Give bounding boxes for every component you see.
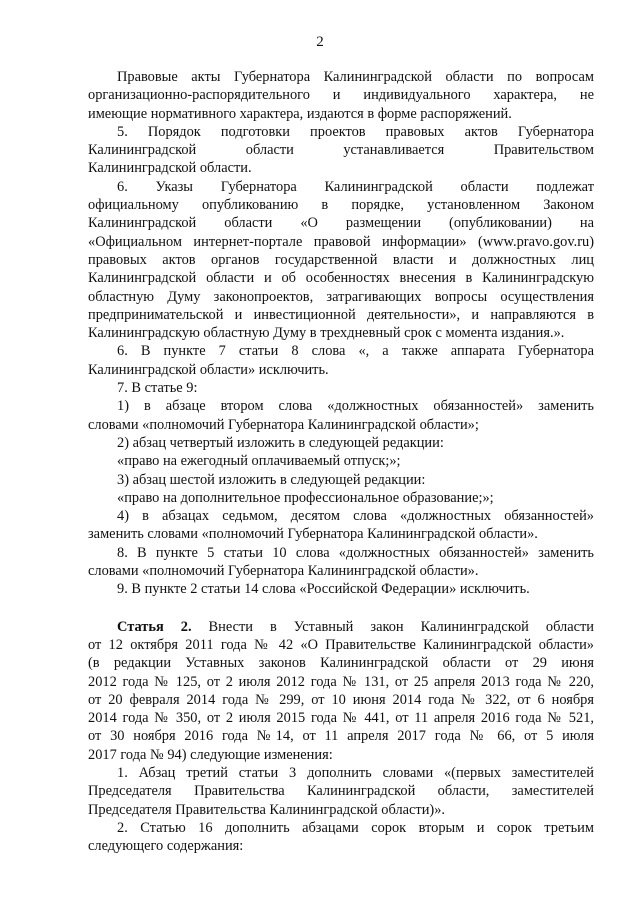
- text-line: [88, 727, 594, 745]
- text-line: [88, 434, 594, 452]
- text-line: [88, 379, 594, 397]
- text-line: [88, 214, 594, 232]
- text-line: [88, 233, 594, 251]
- line-text: от 12 октября 2011 года № 42 «О Правительстве Калининградской области»: [88, 636, 594, 653]
- text-line: [88, 306, 594, 324]
- text-line: [88, 507, 594, 525]
- line-text: Председателя Правительства Калининградской области)».: [88, 801, 445, 818]
- line-text: Калининградской области устанавливается Правительством: [88, 142, 594, 159]
- line-text: 2017 года № 94) следующие изменения:: [88, 746, 333, 763]
- text-line: [88, 746, 594, 764]
- line-text: 5. Порядок подготовки проектов правовых актов Губернатора: [117, 123, 594, 140]
- line-text: официальному опубликованию в порядке, установленном Законом: [88, 197, 594, 214]
- text-line: [88, 178, 594, 196]
- line-text: Калининградской области и об особенностях внесения в Калининградскую: [88, 270, 594, 287]
- line-text: правовых актов органов государственной власти и должностных лиц: [88, 251, 594, 268]
- line-text: 6. В пункте 7 статьи 8 слова «, а также аппарата Губернатора: [117, 343, 594, 360]
- line-text: (в редакции Уставных законов Калининградской области от 29 июня: [88, 655, 594, 672]
- line-text: заменить словами «полномочий Губернатора Калининградской области».: [88, 526, 538, 543]
- page-number: 2: [316, 34, 324, 50]
- text-line: [88, 416, 594, 434]
- text-line: [88, 342, 594, 360]
- line-text: 9. В пункте 2 статьи 14 слова «Российской Федерации» исключить.: [117, 581, 530, 598]
- text-line: [88, 397, 594, 415]
- text-line: [88, 525, 594, 543]
- text-line: [88, 764, 594, 782]
- line-text: Калининградской области» исключить.: [88, 361, 329, 378]
- text-line: [88, 159, 594, 177]
- text-line: [88, 654, 594, 672]
- line-text: Калининградской области «О размещении (опубликовании) на: [88, 215, 594, 232]
- text-line: [88, 324, 594, 342]
- text-line: [88, 691, 594, 709]
- line-text: «право на ежегодный оплачиваемый отпуск;»;: [117, 453, 401, 470]
- line-text: 1) в абзаце втором слова «должностных обязанностей» заменить: [117, 398, 594, 415]
- text-line: [88, 288, 594, 306]
- line-text: следующего содержания:: [88, 838, 244, 855]
- line-text: областную Думу законопроектов, затрагивающих вопросы осуществления: [88, 288, 594, 305]
- document-body: [88, 68, 594, 855]
- line-text: Калининградскую областную Думу в трехдневный срок с момента издания.».: [88, 325, 565, 342]
- text-line: [88, 837, 594, 855]
- line-text: предпринимательской и инвестиционной деятельности», и направляются в: [88, 306, 594, 323]
- line-text: «Официальном интернет-портале правовой информации» (www.pravo.gov.ru): [88, 233, 594, 250]
- text-line: [88, 251, 594, 269]
- text-line: [88, 819, 594, 837]
- text-line: [88, 673, 594, 691]
- line-text: Внести в Уставный закон Калининградской области: [191, 618, 594, 635]
- text-line: [88, 580, 594, 598]
- text-line: [88, 452, 594, 470]
- line-text: 3) абзац шестой изложить в следующей редакции:: [117, 471, 426, 488]
- text-line: [88, 269, 594, 287]
- line-text: 2014 года № 350, от 2 июля 2015 года № 441, от 11 апреля 2016 года № 521,: [88, 710, 594, 727]
- paragraph-gap: [88, 599, 594, 618]
- text-line: [88, 709, 594, 727]
- line-text: Калининградской области.: [88, 160, 252, 177]
- text-line: [88, 471, 594, 489]
- text-line: [88, 361, 594, 379]
- line-text: словами «полномочий Губернатора Калининградской области».: [88, 563, 479, 580]
- text-line: [88, 141, 594, 159]
- text-line: [88, 544, 594, 562]
- line-text: от 20 февраля 2014 года № 299, от 10 июня 2014 года № 322, от 6 ноября: [88, 691, 594, 708]
- line-text: 2) абзац четвертый изложить в следующей редакции:: [117, 434, 444, 451]
- text-line: [88, 196, 594, 214]
- text-line: [88, 68, 594, 86]
- text-line: [88, 105, 594, 123]
- line-text: 8. В пункте 5 статьи 10 слова «должностных обязанностей» заменить: [117, 544, 594, 561]
- text-line: [88, 618, 594, 636]
- line-text: «право на дополнительное профессиональное образование;»;: [117, 489, 494, 506]
- line-text: организационно-распорядительного и индивидуального характера, не: [88, 87, 594, 104]
- text-line: [88, 86, 594, 104]
- line-text: словами «полномочий Губернатора Калининградской области»;: [88, 416, 479, 433]
- line-text: Председателя Правительства Калининградской области, заместителей: [88, 783, 594, 800]
- line-text: Правовые акты Губернатора Калининградской области по вопросам: [117, 69, 594, 85]
- line-text: 4) в абзацах седьмом, десятом слова «должностных обязанностей»: [117, 508, 594, 525]
- line-text: 6. Указы Губернатора Калининградской области подлежат: [117, 178, 594, 195]
- text-line: [88, 489, 594, 507]
- line-text: 2012 года № 125, от 2 июля 2012 года № 131, от 25 апреля 2013 года № 220,: [88, 673, 594, 690]
- text-line: [88, 801, 594, 819]
- text-line: [88, 123, 594, 141]
- line-text: 2. Статью 16 дополнить абзацами сорок вторым и сорок третьим: [117, 819, 594, 836]
- article-heading: Статья 2.: [117, 618, 192, 635]
- text-line: [88, 562, 594, 580]
- line-text: от 30 ноября 2016 года №14, от 11 апреля 2017 года № 66, от 5 июля: [88, 728, 594, 745]
- line-text: 7. В статье 9:: [117, 380, 198, 397]
- text-line: [88, 636, 594, 654]
- line-text: 1. Абзац третий статьи 3 дополнить словами «(первых заместителей: [117, 764, 594, 781]
- line-text: имеющие нормативного характера, издаются в форме распоряжений.: [88, 105, 512, 122]
- text-line: [88, 782, 594, 800]
